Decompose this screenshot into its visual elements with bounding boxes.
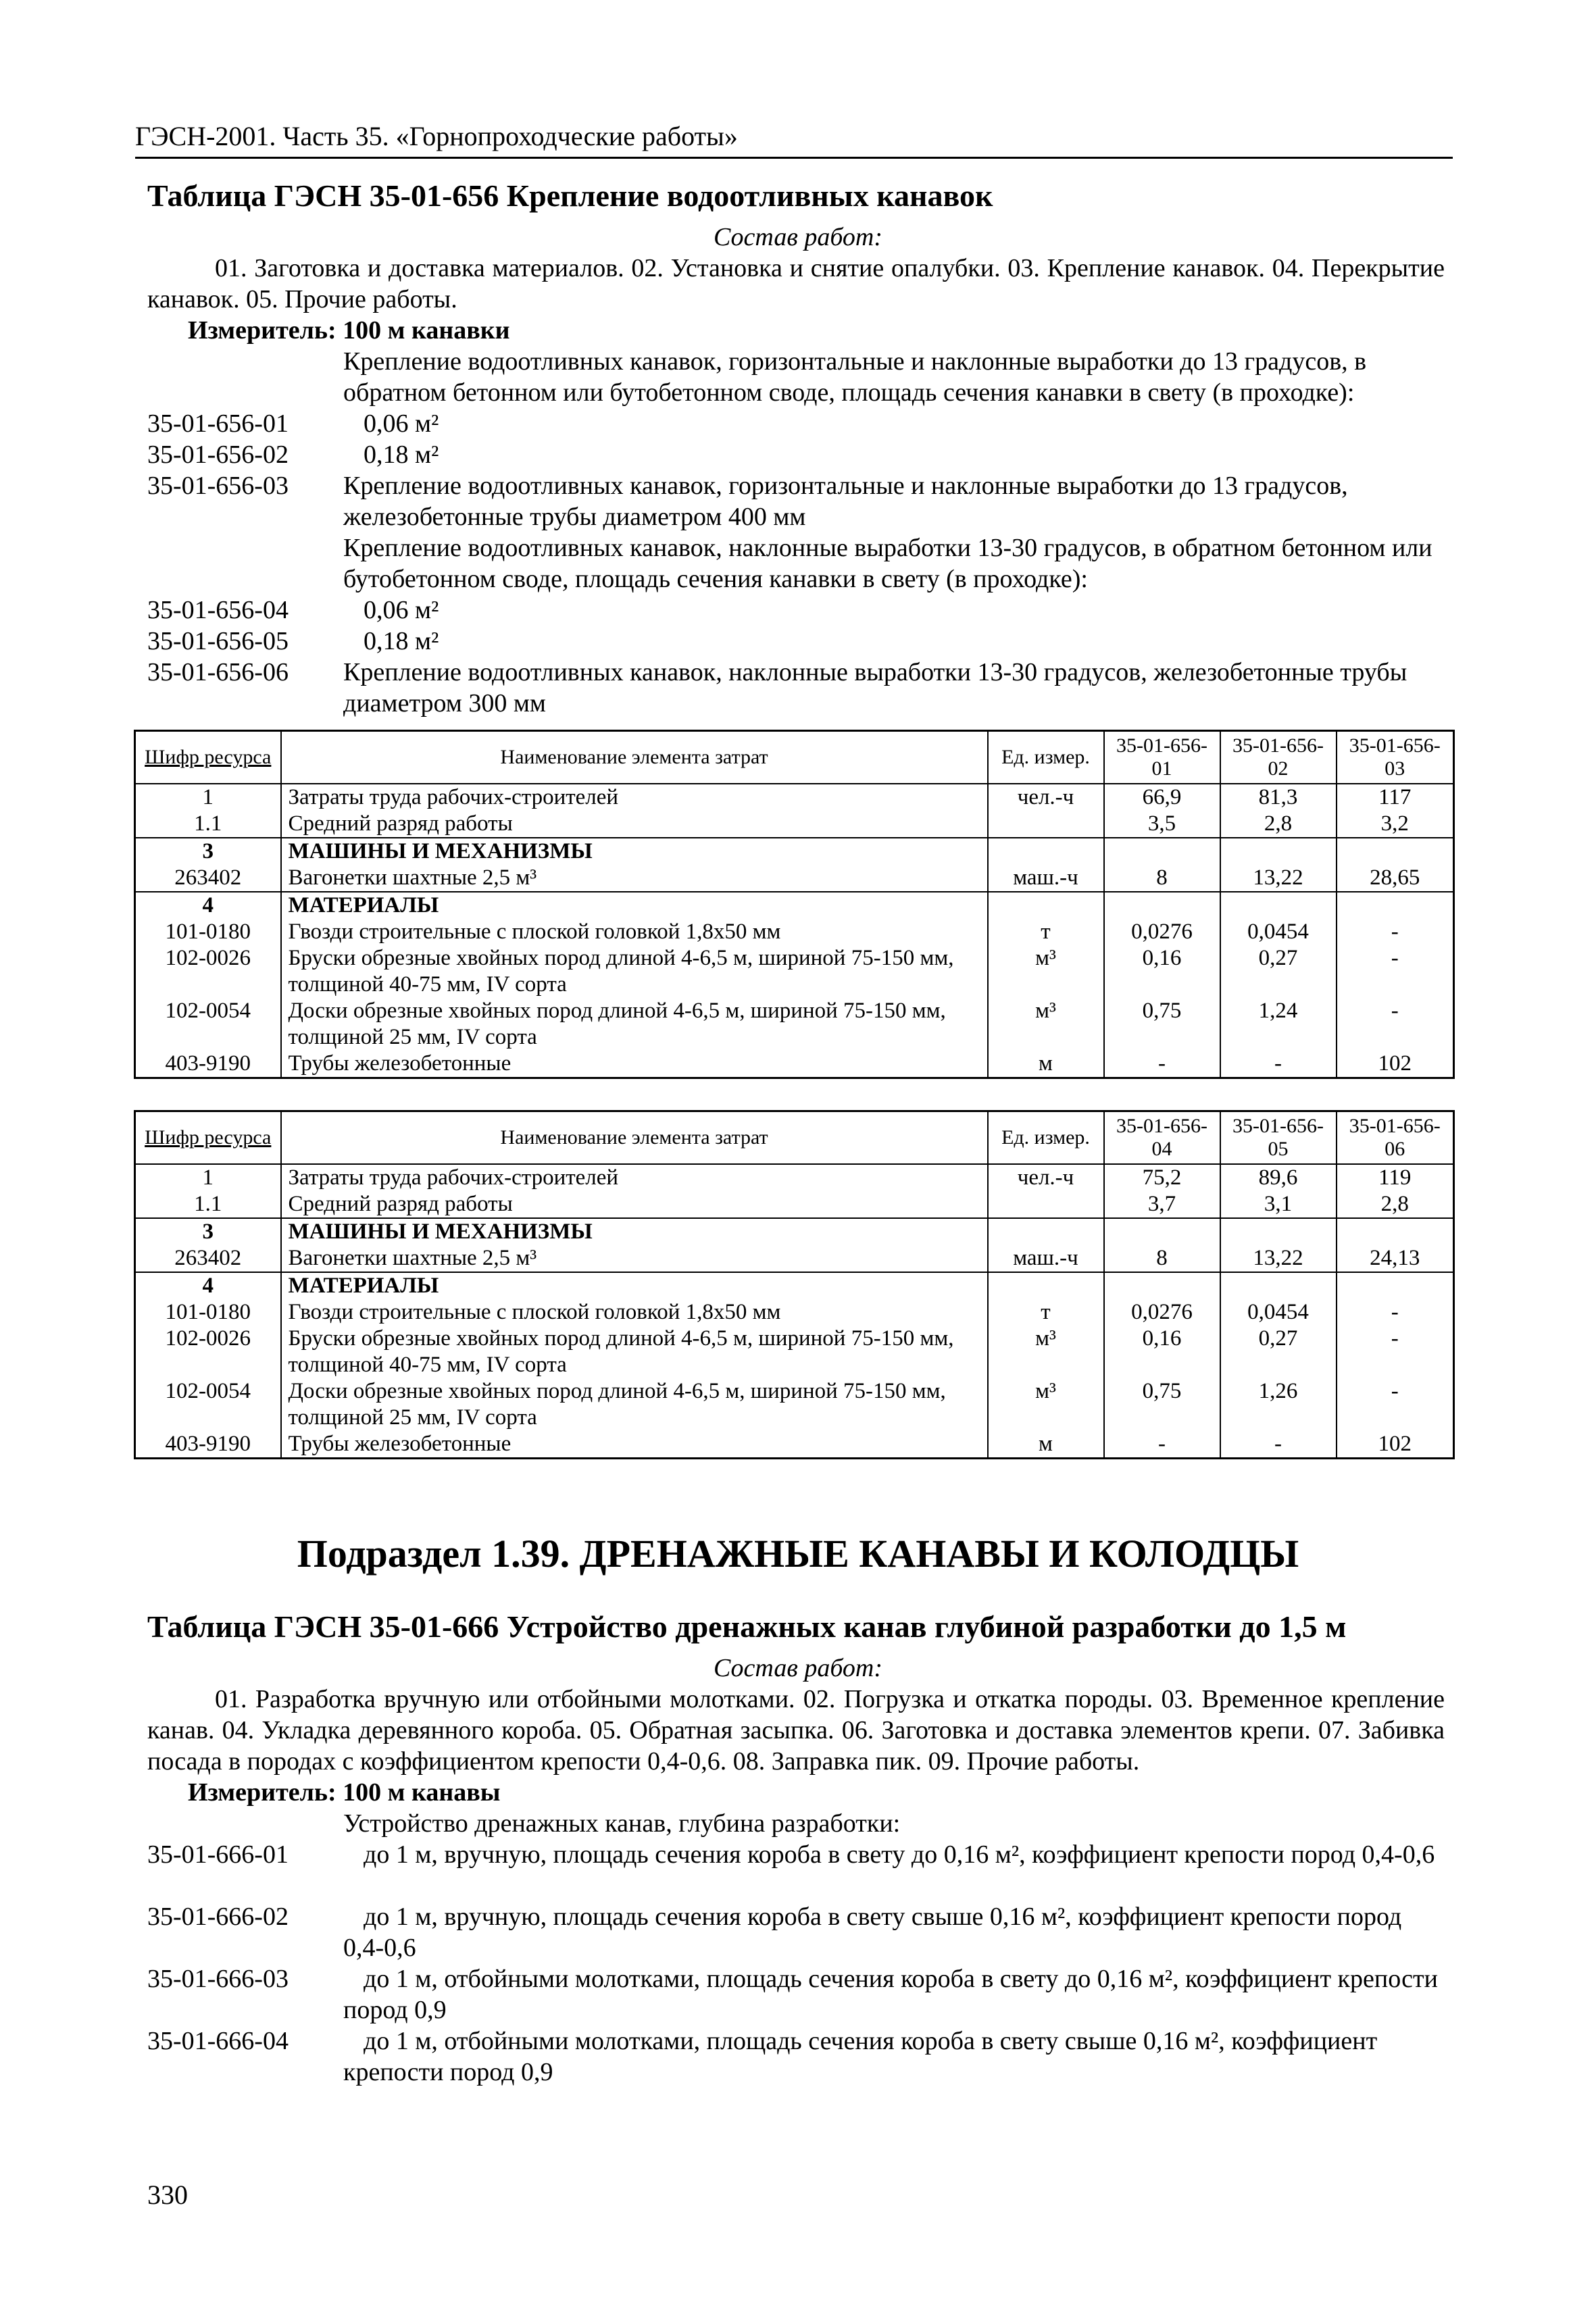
resource-value: 66,9 (1104, 784, 1220, 811)
resource-unit: м³ (988, 1326, 1104, 1378)
resource-value: 2,8 (1337, 1191, 1454, 1218)
resource-value: 2,8 (1220, 811, 1337, 838)
resource-value: 1,26 (1220, 1378, 1337, 1431)
table-row (135, 1326, 1454, 1378)
resource-value (1337, 1218, 1454, 1245)
resource-value: - (1337, 919, 1454, 945)
resource-value: 0,0454 (1220, 919, 1337, 945)
header-column: 35-01-656-04 (1104, 1111, 1220, 1165)
resource-name: Вагонетки шахтные 2,5 м³ (281, 865, 988, 892)
composition-text: 01. Разработка вручную или отбойными молотками. 02. Погрузка и откатка породы. 03. Временное крепление канав. 04. Укладка деревянного короба. 05. Обратная засыпка. 06. Заготовка и доставка элементов крепи. 07. Забивка посада в породах с коэффициентом крепости 0,4-0,6. 08. Заправка пик. 09. Прочие работы. (147, 1685, 1445, 1776)
resource-value: 0,27 (1220, 945, 1337, 998)
resource-value (1104, 1272, 1220, 1299)
meter: Измеритель: 100 м канавы (188, 1778, 501, 1807)
composition-text: 01. Заготовка и доставка материалов. 02. Установка и снятие опалубки. 03. Крепление канавок. 04. Перекрытие канавок. 05. Прочие работы. (147, 254, 1445, 313)
resource-value: 0,16 (1104, 1326, 1220, 1378)
item-desc: 0,18 м² (364, 627, 439, 655)
header-code: Шифр ресурса (135, 1111, 281, 1165)
header-code: Шифр ресурса (135, 731, 281, 784)
item-desc: 0,18 м² (364, 441, 439, 469)
resource-value: 102 (1337, 1431, 1454, 1459)
table-row (135, 1378, 1454, 1431)
resource-value: 3,5 (1104, 811, 1220, 838)
resource-value: - (1104, 1051, 1220, 1078)
item-desc: до 1 м, отбойными молотками, площадь сечения короба в свету до 0,16 м², коэффициент крепости пород 0,9 (343, 1965, 1438, 2024)
table-body (135, 1164, 1454, 1459)
resource-name: Трубы железобетонные (281, 1431, 988, 1459)
resource-value: 0,16 (1104, 945, 1220, 998)
resource-code: 1.1 (135, 1191, 281, 1218)
resource-value (1220, 1272, 1337, 1299)
resource-name: Трубы железобетонные (281, 1051, 988, 1078)
meter: Измеритель: 100 м канавки (188, 316, 510, 345)
resource-value: 0,75 (1104, 1378, 1220, 1431)
page-number: 330 (147, 2180, 188, 2210)
resource-value: 1,24 (1220, 998, 1337, 1051)
item-desc: 0,06 м² (364, 596, 439, 624)
table-row (135, 1191, 1454, 1218)
list-item (147, 595, 1445, 626)
resource-value: - (1337, 998, 1454, 1051)
resource-unit (988, 892, 1104, 919)
list-item (147, 626, 1445, 657)
resource-table (134, 730, 1455, 1079)
resource-name: Затраты труда рабочих-строителей (281, 1164, 988, 1191)
table-row (135, 1164, 1454, 1191)
resource-code: 102-0054 (135, 1378, 281, 1431)
resource-value: 0,0276 (1104, 919, 1220, 945)
list-item (147, 657, 1445, 719)
item-desc: Устройство дренажных канав, глубина разработки: (343, 1809, 901, 1838)
resource-value (1337, 838, 1454, 865)
resource-code: 1 (135, 784, 281, 811)
header-column: 35-01-656-06 (1337, 1111, 1454, 1165)
table-row (135, 1272, 1454, 1299)
resource-table (134, 1110, 1455, 1459)
resource-value (1104, 1218, 1220, 1245)
resource-value: 8 (1104, 865, 1220, 892)
resource-value: - (1104, 1431, 1220, 1459)
header-column: 35-01-656-01 (1104, 731, 1220, 784)
list-item (147, 470, 1445, 532)
header-column: 35-01-656-05 (1220, 1111, 1337, 1165)
resource-unit: м (988, 1051, 1104, 1078)
resource-value: - (1337, 1378, 1454, 1431)
resource-value: 81,3 (1220, 784, 1337, 811)
table-row (135, 998, 1454, 1051)
resource-code: 263402 (135, 865, 281, 892)
resource-name: МАШИНЫ И МЕХАНИЗМЫ (281, 1218, 988, 1245)
item-desc: 0,06 м² (364, 409, 439, 438)
item-desc: до 1 м, вручную, площадь сечения короба в свету свыше 0,16 м², коэффициент крепости пород 0,4-0,6 (343, 1903, 1402, 1962)
item-code: 35-01-666-01 (147, 1840, 289, 1869)
list-item (147, 532, 1445, 595)
item-code: 35-01-666-03 (147, 1965, 289, 1993)
resource-code: 3 (135, 838, 281, 865)
resource-unit: м (988, 1431, 1104, 1459)
resource-unit (988, 1218, 1104, 1245)
resource-unit (988, 1272, 1104, 1299)
resource-value: 89,6 (1220, 1164, 1337, 1191)
item-desc: до 1 м, отбойными молотками, площадь сечения короба в свету свыше 0,16 м², коэффициент крепости пород 0,9 (343, 2027, 1378, 2086)
list-item (147, 439, 1445, 470)
table-row (135, 1299, 1454, 1326)
resource-name: Гвозди строительные с плоской головкой 1,8х50 мм (281, 1299, 988, 1326)
resource-unit (988, 1191, 1104, 1218)
resource-code: 403-9190 (135, 1431, 281, 1459)
resource-value: 13,22 (1220, 1245, 1337, 1272)
resource-value: 3,2 (1337, 811, 1454, 838)
resource-code: 101-0180 (135, 1299, 281, 1326)
resource-name: Средний разряд работы (281, 811, 988, 838)
item-code: 35-01-656-01 (147, 409, 289, 438)
header-name: Наименование элемента затрат (281, 1111, 988, 1165)
resource-code: 102-0054 (135, 998, 281, 1051)
resource-unit: маш.-ч (988, 1245, 1104, 1272)
table-row (135, 784, 1454, 811)
item-code: 35-01-666-02 (147, 1903, 289, 1931)
item-desc: Крепление водоотливных канавок, горизонтальные и наклонные выработки до 13 градусов, железобетонные трубы диаметром 400 мм (343, 472, 1348, 531)
resource-value: - (1337, 1326, 1454, 1378)
resource-code: 102-0026 (135, 945, 281, 998)
resource-name: Доски обрезные хвойных пород длиной 4-6,5 м, шириной 75-150 мм, толщиной 25 мм, IV сорта (281, 1378, 988, 1431)
resource-name: Затраты труда рабочих-строителей (281, 784, 988, 811)
resource-code: 3 (135, 1218, 281, 1245)
list-item (147, 1808, 1445, 1839)
resource-value (1104, 838, 1220, 865)
resource-value (1337, 892, 1454, 919)
resource-value: 0,27 (1220, 1326, 1337, 1378)
list-item (147, 346, 1445, 408)
table-body (135, 784, 1454, 1078)
resource-value: 0,75 (1104, 998, 1220, 1051)
item-desc: до 1 м, вручную, площадь сечения короба в свету до 0,16 м², коэффициент крепости пород 0,4-0,6 (364, 1840, 1435, 1869)
list-item (147, 1901, 1445, 1963)
header-unit: Ед. измер. (988, 1111, 1104, 1165)
resource-value: 0,0454 (1220, 1299, 1337, 1326)
resource-name: Средний разряд работы (281, 1191, 988, 1218)
resource-value: 0,0276 (1104, 1299, 1220, 1326)
running-head: ГЭСН-2001. Часть 35. «Горнопроходческие работы» (135, 120, 1453, 159)
resource-name: Бруски обрезные хвойных пород длиной 4-6,5 м, шириной 75-150 мм, толщиной 40-75 мм, IV сорта (281, 945, 988, 998)
item-code: 35-01-666-04 (147, 2027, 289, 2055)
table-row (135, 892, 1454, 919)
resource-value (1220, 838, 1337, 865)
table-title: Таблица ГЭСН 35-01-656 Крепление водоотливных канавок (147, 178, 993, 213)
list-item (147, 408, 1445, 439)
item-desc: Крепление водоотливных канавок, горизонтальные и наклонные выработки до 13 градусов, в обратном бетонном или бутобетонном своде, площадь сечения канавки в свету (в проходке): (343, 347, 1367, 407)
resource-code: 101-0180 (135, 919, 281, 945)
subsection-title: Подраздел 1.39. ДРЕНАЖНЫЕ КАНАВЫ И КОЛОДЦЫ (297, 1532, 1299, 1576)
resource-unit: чел.-ч (988, 1164, 1104, 1191)
resource-value: 119 (1337, 1164, 1454, 1191)
resource-unit: м³ (988, 945, 1104, 998)
composition-heading: Состав работ: (713, 223, 883, 251)
item-code: 35-01-656-03 (147, 472, 289, 500)
item-code: 35-01-656-02 (147, 441, 289, 469)
resource-unit: чел.-ч (988, 784, 1104, 811)
resource-name: МАТЕРИАЛЫ (281, 1272, 988, 1299)
resource-value: 13,22 (1220, 865, 1337, 892)
item-code: 35-01-656-04 (147, 596, 289, 624)
resource-unit: т (988, 1299, 1104, 1326)
resource-value: 28,65 (1337, 865, 1454, 892)
resource-value (1220, 1218, 1337, 1245)
resource-value: 117 (1337, 784, 1454, 811)
table-row (135, 1218, 1454, 1245)
item-code: 35-01-656-05 (147, 627, 289, 655)
table-row (135, 1431, 1454, 1459)
resource-unit: м³ (988, 1378, 1104, 1431)
table-row (135, 811, 1454, 838)
resource-value: 3,1 (1220, 1191, 1337, 1218)
header-name: Наименование элемента затрат (281, 731, 988, 784)
table-row (135, 945, 1454, 998)
resource-code: 403-9190 (135, 1051, 281, 1078)
resource-value: 75,2 (1104, 1164, 1220, 1191)
resource-value: - (1337, 945, 1454, 998)
list-item (147, 1839, 1445, 1870)
table-row (135, 1245, 1454, 1272)
item-desc: Крепление водоотливных канавок, наклонные выработки 13-30 градусов, железобетонные трубы диаметром 300 мм (343, 658, 1407, 718)
list-item (147, 1963, 1445, 2026)
resource-value: 102 (1337, 1051, 1454, 1078)
resource-code: 1 (135, 1164, 281, 1191)
table-row (135, 865, 1454, 892)
resource-unit: т (988, 919, 1104, 945)
table-row (135, 838, 1454, 865)
resource-code: 1.1 (135, 811, 281, 838)
table-row (135, 919, 1454, 945)
resource-name: Доски обрезные хвойных пород длиной 4-6,5 м, шириной 75-150 мм, толщиной 25 мм, IV сорта (281, 998, 988, 1051)
resource-value: - (1337, 1299, 1454, 1326)
resource-value (1220, 892, 1337, 919)
resource-unit: маш.-ч (988, 865, 1104, 892)
resource-unit (988, 838, 1104, 865)
table-row (135, 1051, 1454, 1078)
resource-code: 102-0026 (135, 1326, 281, 1378)
resource-name: Вагонетки шахтные 2,5 м³ (281, 1245, 988, 1272)
item-desc: Крепление водоотливных канавок, наклонные выработки 13-30 градусов, в обратном бетонном или бутобетонном своде, площадь сечения канавки в свету (в проходке): (343, 534, 1432, 593)
resource-value: 3,7 (1104, 1191, 1220, 1218)
header-unit: Ед. измер. (988, 731, 1104, 784)
header-column: 35-01-656-02 (1220, 731, 1337, 784)
list-item (147, 2026, 1445, 2088)
composition-heading: Состав работ: (713, 1654, 883, 1682)
resource-code: 263402 (135, 1245, 281, 1272)
resource-value (1104, 892, 1220, 919)
resource-value: - (1220, 1431, 1337, 1459)
resource-unit (988, 811, 1104, 838)
resource-name: Гвозди строительные с плоской головкой 1,8х50 мм (281, 919, 988, 945)
resource-value: 24,13 (1337, 1245, 1454, 1272)
resource-name: Бруски обрезные хвойных пород длиной 4-6,5 м, шириной 75-150 мм, толщиной 40-75 мм, IV сорта (281, 1326, 988, 1378)
header-column: 35-01-656-03 (1337, 731, 1454, 784)
resource-value (1337, 1272, 1454, 1299)
resource-unit: м³ (988, 998, 1104, 1051)
resource-code: 4 (135, 1272, 281, 1299)
resource-value: 8 (1104, 1245, 1220, 1272)
resource-name: МАТЕРИАЛЫ (281, 892, 988, 919)
resource-name: МАШИНЫ И МЕХАНИЗМЫ (281, 838, 988, 865)
table-title: Таблица ГЭСН 35-01-666 Устройство дренажных канав глубиной разработки до 1,5 м (147, 1609, 1347, 1644)
resource-value: - (1220, 1051, 1337, 1078)
resource-code: 4 (135, 892, 281, 919)
item-code: 35-01-656-06 (147, 658, 289, 686)
